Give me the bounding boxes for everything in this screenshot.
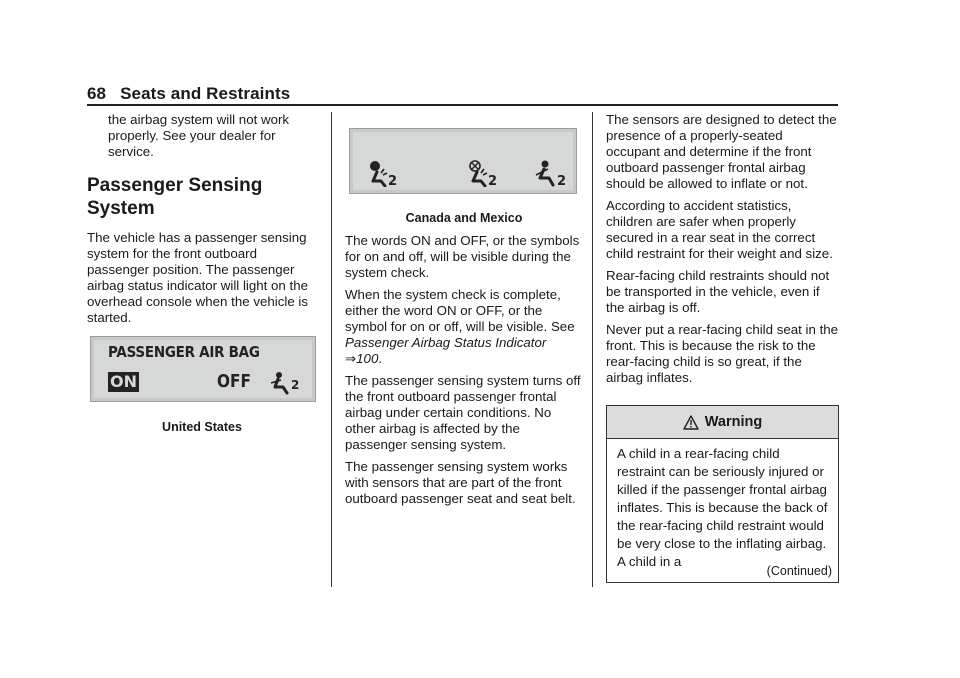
page-ref-number[interactable]: 100 <box>356 351 379 366</box>
col2-paragraph-3: The passenger sensing system turns off the front outboard passenger frontal airbag under certain conditions. No other airbag is affected by the passenger sensing system. <box>345 373 581 452</box>
continued-text: the airbag system will not work properly. See your dealer for service. <box>108 112 290 159</box>
canada-status-display <box>349 128 577 194</box>
header-rule <box>87 104 838 106</box>
seatbelt-passenger-icon <box>533 159 571 187</box>
airbag-on-icon <box>368 159 404 187</box>
section-title: Seats and Restraints <box>120 84 291 103</box>
display-title: PASSENGER AIR BAG <box>108 343 260 361</box>
col2-paragraph-4: The passenger sensing system works with sensors that are part of the front outboard passenger seat and seat belt. <box>345 459 576 506</box>
column-2 <box>345 211 583 513</box>
continued-label: (Continued) <box>766 564 832 578</box>
on-indicator: ON <box>110 372 137 391</box>
page-header <box>87 84 290 104</box>
seated-passenger-icon <box>269 371 309 395</box>
col3-paragraph-4: Never put a rear-facing child seat in the front. This is because the risk to the rear-facing child is so great, if the airbag inflates. <box>606 322 839 385</box>
canada-caption: Canada and Mexico <box>405 211 523 225</box>
page-ref-icon: ⇒ <box>345 351 357 366</box>
section-heading: Passenger Sensing System <box>87 175 263 219</box>
off-indicator: OFF <box>217 371 251 392</box>
col3-paragraph-2: According to accident statistics, children are safer when properly secured in a rear seat in the correct child restraint for their weight and size. <box>606 198 833 261</box>
seat-numeral: 2 <box>291 378 300 392</box>
warning-header <box>607 406 838 439</box>
svg-text:2: 2 <box>488 174 498 187</box>
warning-box <box>606 405 839 583</box>
col2-paragraph-2: When the system check is complete, either the word ON or OFF, or the symbol for on or off, will be visible. See Passenger Airbag Status Indicator ⇒100. <box>345 287 575 366</box>
column-3 <box>606 112 840 392</box>
us-caption: United States <box>162 420 242 434</box>
column-divider-1 <box>331 112 332 587</box>
col3-paragraph-3: Rear-facing child restraints should not be transported in the vehicle, even if the airbag is off. <box>606 268 830 315</box>
col3-paragraph-1: The sensors are designed to detect the presence of a properly-seated occupant and determine if the front outboard passenger frontal airbag should be allowed to inflate or not. <box>606 112 837 191</box>
us-status-display <box>90 336 316 402</box>
warning-text: A child in a rear-facing child restraint can be seriously injured or killed if the passenger frontal airbag inflates. This is because the back of the rear-facing child restraint would be very close to the inflating airbag. A child in a <box>617 446 828 569</box>
column-divider-2 <box>592 112 593 587</box>
cross-reference[interactable]: Passenger Airbag Status Indicator <box>345 335 547 350</box>
col2-paragraph-1: The words ON and OFF, or the symbols for on and off, will be visible during the system check. <box>345 233 580 280</box>
warning-title: Warning <box>704 414 763 430</box>
intro-paragraph: The vehicle has a passenger sensing system for the front outboard passenger position. The passenger airbag status indicator will light on the overhead console when the vehicle is started. <box>87 230 309 325</box>
airbag-off-icon <box>468 159 504 187</box>
svg-text:2: 2 <box>557 174 567 187</box>
warning-triangle-icon <box>683 415 699 430</box>
column-1 <box>87 112 319 332</box>
page-number: 68 <box>87 84 107 103</box>
svg-text:2: 2 <box>388 174 398 187</box>
